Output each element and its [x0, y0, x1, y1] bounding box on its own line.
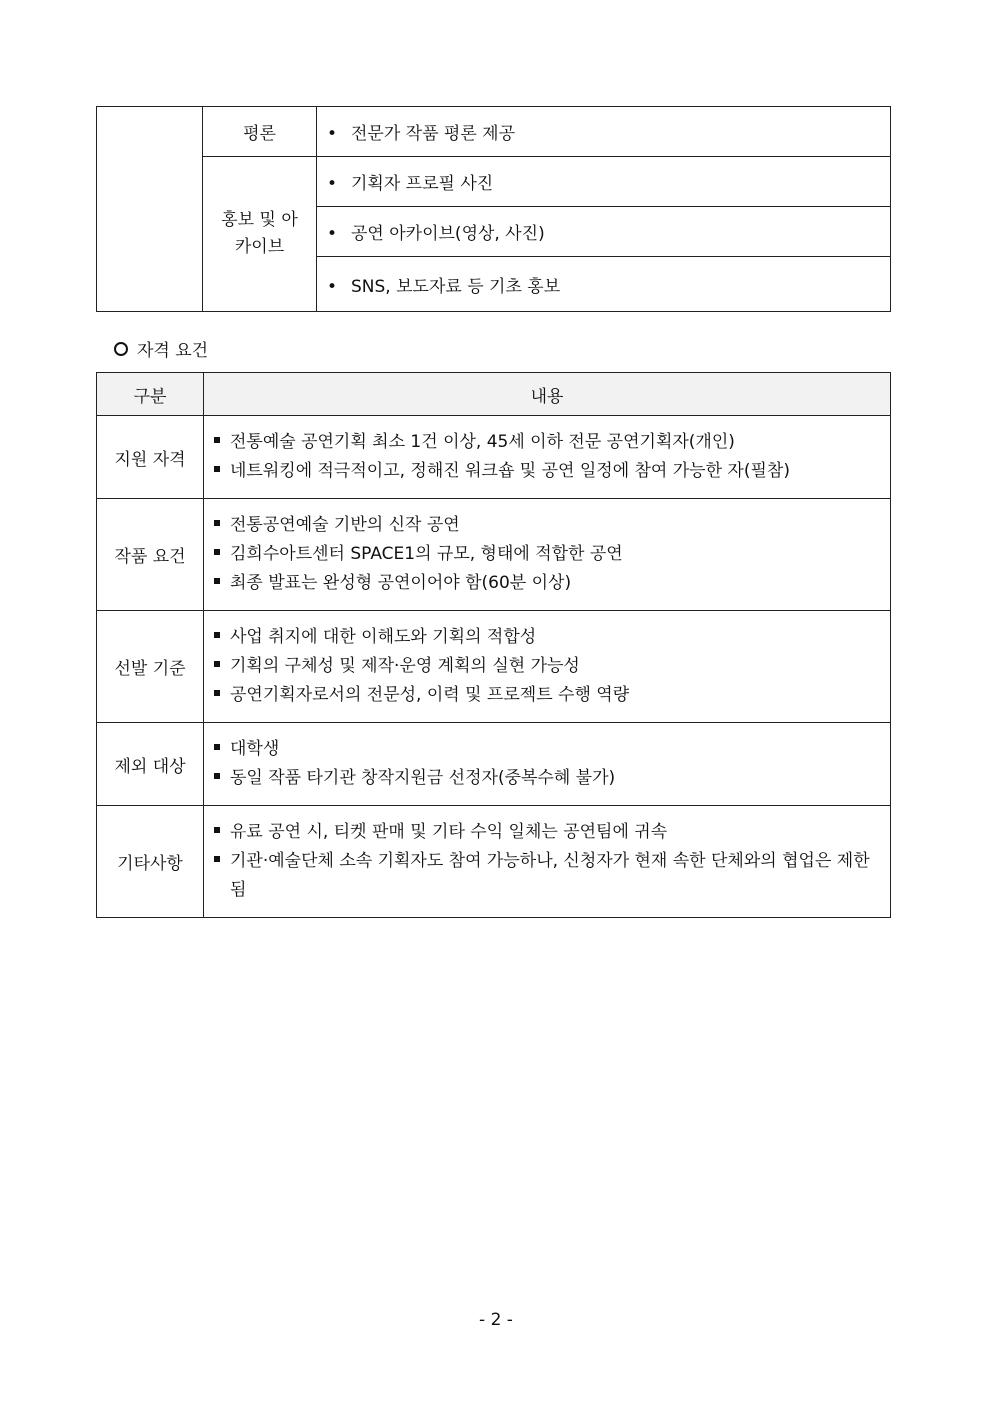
category-cell — [97, 107, 203, 312]
table-header-row — [97, 373, 891, 416]
list-item: 전통예술 공연기획 최소 1건 이상, 45세 이하 전문 공연기획자(개인) — [214, 428, 882, 457]
table-row — [97, 611, 891, 723]
row-content: • 기획자 프로필 사진 — [317, 157, 891, 207]
row-content — [204, 611, 891, 723]
page-number: - 2 - — [479, 1310, 513, 1330]
support-content-table — [96, 106, 891, 312]
row-content — [204, 723, 891, 806]
circle-bullet-icon — [114, 342, 128, 356]
square-bullet-icon — [214, 856, 220, 862]
row-content: • 공연 아카이브(영상, 사진) — [317, 207, 891, 257]
table-row — [97, 499, 891, 611]
square-bullet-icon — [214, 661, 220, 667]
section-heading: 자격 요건 — [114, 336, 208, 361]
row-content — [204, 416, 891, 499]
row-label: 선발 기준 — [97, 611, 204, 723]
row-label: 지원 자격 — [97, 416, 204, 499]
row-label: 기타사항 — [97, 806, 204, 918]
list-item: 전통공연예술 기반의 신작 공연 — [214, 511, 882, 540]
table-row — [97, 157, 891, 207]
row-content — [204, 499, 891, 611]
list-item: 유료 공연 시, 티켓 판매 및 기타 수익 일체는 공연팀에 귀속 — [214, 818, 882, 847]
list-item: 기관·예술단체 소속 기획자도 참여 가능하나, 신청자가 현재 속한 단체와의 협업은 제한됨 — [214, 847, 882, 905]
eligibility-table — [96, 372, 891, 918]
square-bullet-icon — [214, 632, 220, 638]
list-item: 네트워킹에 적극적이고, 정해진 워크숍 및 공연 일정에 참여 가능한 자(필참) — [214, 457, 882, 486]
bullet-icon: • — [327, 276, 338, 297]
row-label: 작품 요건 — [97, 499, 204, 611]
square-bullet-icon — [214, 827, 220, 833]
row-content — [204, 806, 891, 918]
table-row — [97, 416, 891, 499]
table-row — [97, 806, 891, 918]
table-row — [97, 723, 891, 806]
square-bullet-icon — [214, 520, 220, 526]
list-item: 사업 취지에 대한 이해도와 기획의 적합성 — [214, 623, 882, 652]
square-bullet-icon — [214, 578, 220, 584]
row-content: • 전문가 작품 평론 제공 — [317, 107, 891, 157]
square-bullet-icon — [214, 549, 220, 555]
row-label: 제외 대상 — [97, 723, 204, 806]
square-bullet-icon — [214, 744, 220, 750]
list-item: 대학생 — [214, 735, 882, 764]
list-item: 기획의 구체성 및 제작·운영 계획의 실현 가능성 — [214, 652, 882, 681]
bullet-icon: • — [327, 174, 338, 194]
square-bullet-icon — [214, 437, 220, 443]
list-item: 공연기획자로서의 전문성, 이력 및 프로젝트 수행 역량 — [214, 681, 882, 710]
row-label: 평론 — [203, 107, 317, 157]
table-row — [97, 107, 891, 157]
square-bullet-icon — [214, 773, 220, 779]
row-content: • SNS, 보도자료 등 기초 홍보 — [317, 257, 891, 312]
list-item: 동일 작품 타기관 창작지원금 선정자(중복수혜 불가) — [214, 764, 882, 793]
header-category: 구분 — [97, 373, 204, 416]
square-bullet-icon — [214, 466, 220, 472]
list-item: 김희수아트센터 SPACE1의 규모, 형태에 적합한 공연 — [214, 540, 882, 569]
bullet-icon: • — [327, 224, 338, 244]
bullet-icon: • — [327, 124, 338, 144]
list-item: 최종 발표는 완성형 공연이어야 함(60분 이상) — [214, 569, 882, 598]
square-bullet-icon — [214, 690, 220, 696]
row-label: 홍보 및 아카이브 — [203, 157, 317, 312]
header-content: 내용 — [204, 373, 891, 416]
